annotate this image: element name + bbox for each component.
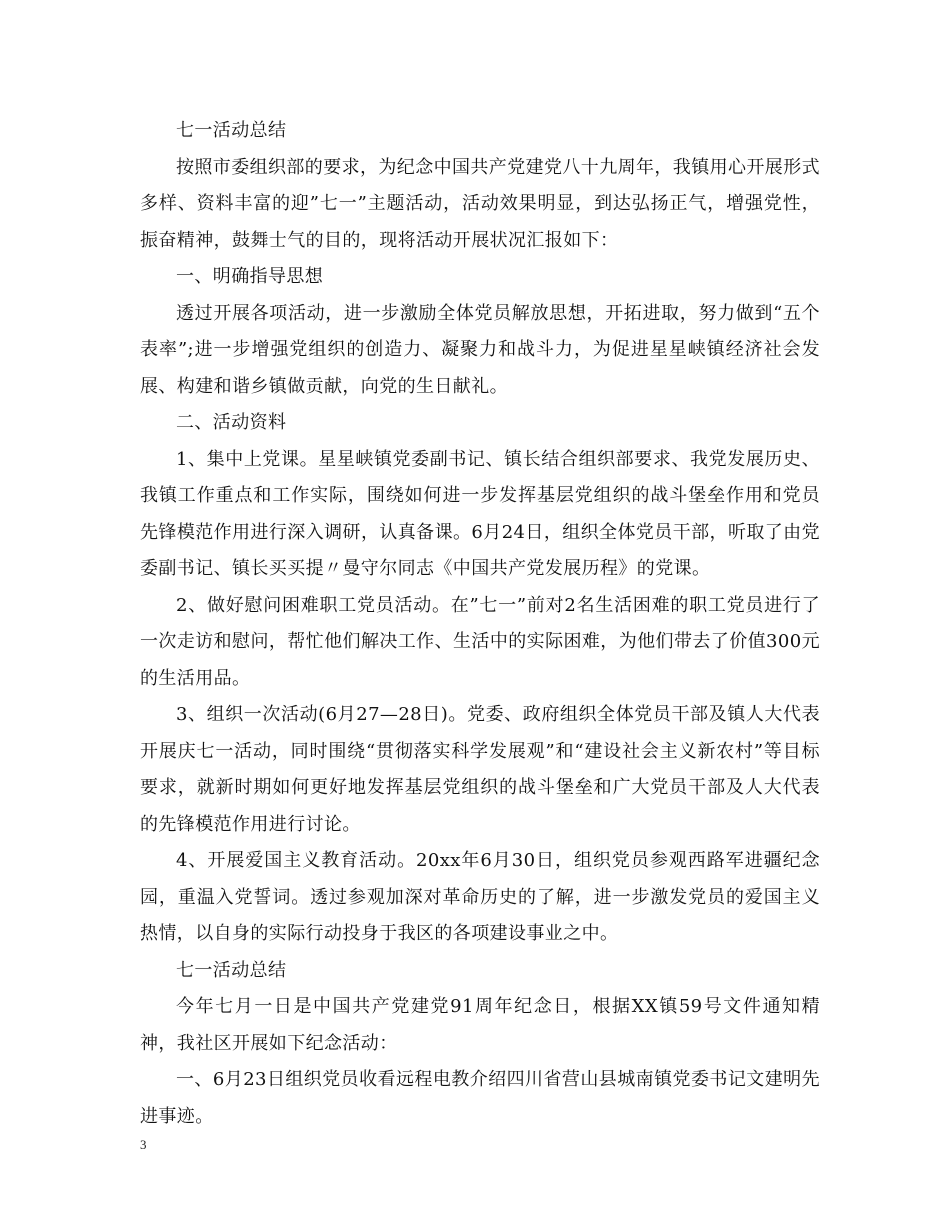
heading-summary-1: 七一活动总结	[176, 120, 287, 141]
second-activity-item-1: 一、6月23日组织党员收看远程电教介绍四川省营山县城南镇党委书记文建明先进事迹。	[140, 1069, 820, 1127]
activity-item-4: 4、开展爱国主义教育活动。20xx年6月30日，组织党员参观西路军进疆纪念园，重温入党誓词。透过参观加深对革命历史的了解，进一步激发党员的爱国主义热情，以自身的实际行动投身于我区的各项建设事业之中。	[140, 850, 820, 944]
activity-item-3: 3、组织一次活动(6月27—28日)。党委、政府组织全体党员干部及镇人大代表开展庆七一活动，同时围绕“贯彻落实科学发展观”和“建设社会主义新农村”等目标要求，就新时期如何更好地发挥基层党组织的战斗堡垒和广大党员干部及人大代表的先锋模范作用进行讨论。	[140, 704, 820, 835]
guiding-thought-paragraph: 透过开展各项活动，进一步激励全体党员解放思想，开拓进取，努力做到“五个表率”;进一步增强党组织的创造力、凝聚力和战斗力，为促进星星峡镇经济社会发展、构建和谐乡镇做贡献，向党的生日献礼。	[140, 302, 820, 397]
second-intro-paragraph: 今年七月一日是中国共产党建党91周年纪念日，根据XX镇59号文件通知精神，我社区开展如下纪念活动：	[140, 996, 820, 1054]
activity-item-2: 2、做好慰问困难职工党员活动。在”七一”前对2名生活困难的职工党员进行了一次走访和慰问，帮忙他们解决工作、生活中的实际困难，为他们带去了价值300元的生活用品。	[140, 594, 820, 689]
section-heading-activity-materials: 二、活动资料	[176, 412, 287, 433]
page-number: 3	[140, 1137, 147, 1152]
intro-paragraph: 按照市委组织部的要求，为纪念中国共产党建党八十九周年，我镇用心开展形式多样、资料丰富的迎”七一”主题活动，活动效果明显，到达弘扬正气，增强党性，振奋精神，鼓舞士气的目的，现将活动开展状况汇报如下：	[140, 156, 820, 251]
document-body	[140, 113, 820, 1135]
activity-item-1: 1、集中上党课。星星峡镇党委副书记、镇长结合组织部要求、我党发展历史、我镇工作重点和工作实际，围绕如何进一步发挥基层党组织的战斗堡垒作用和党员先锋模范作用进行深入调研，认真备课。6月24日，组织全体党员干部，听取了由党委副书记、镇长买买提〃曼守尔同志《中国共产党发展历程》的党课。	[140, 448, 820, 579]
heading-summary-2: 七一活动总结	[176, 959, 287, 981]
section-heading-guiding-thought: 一、明确指导思想	[176, 266, 324, 287]
